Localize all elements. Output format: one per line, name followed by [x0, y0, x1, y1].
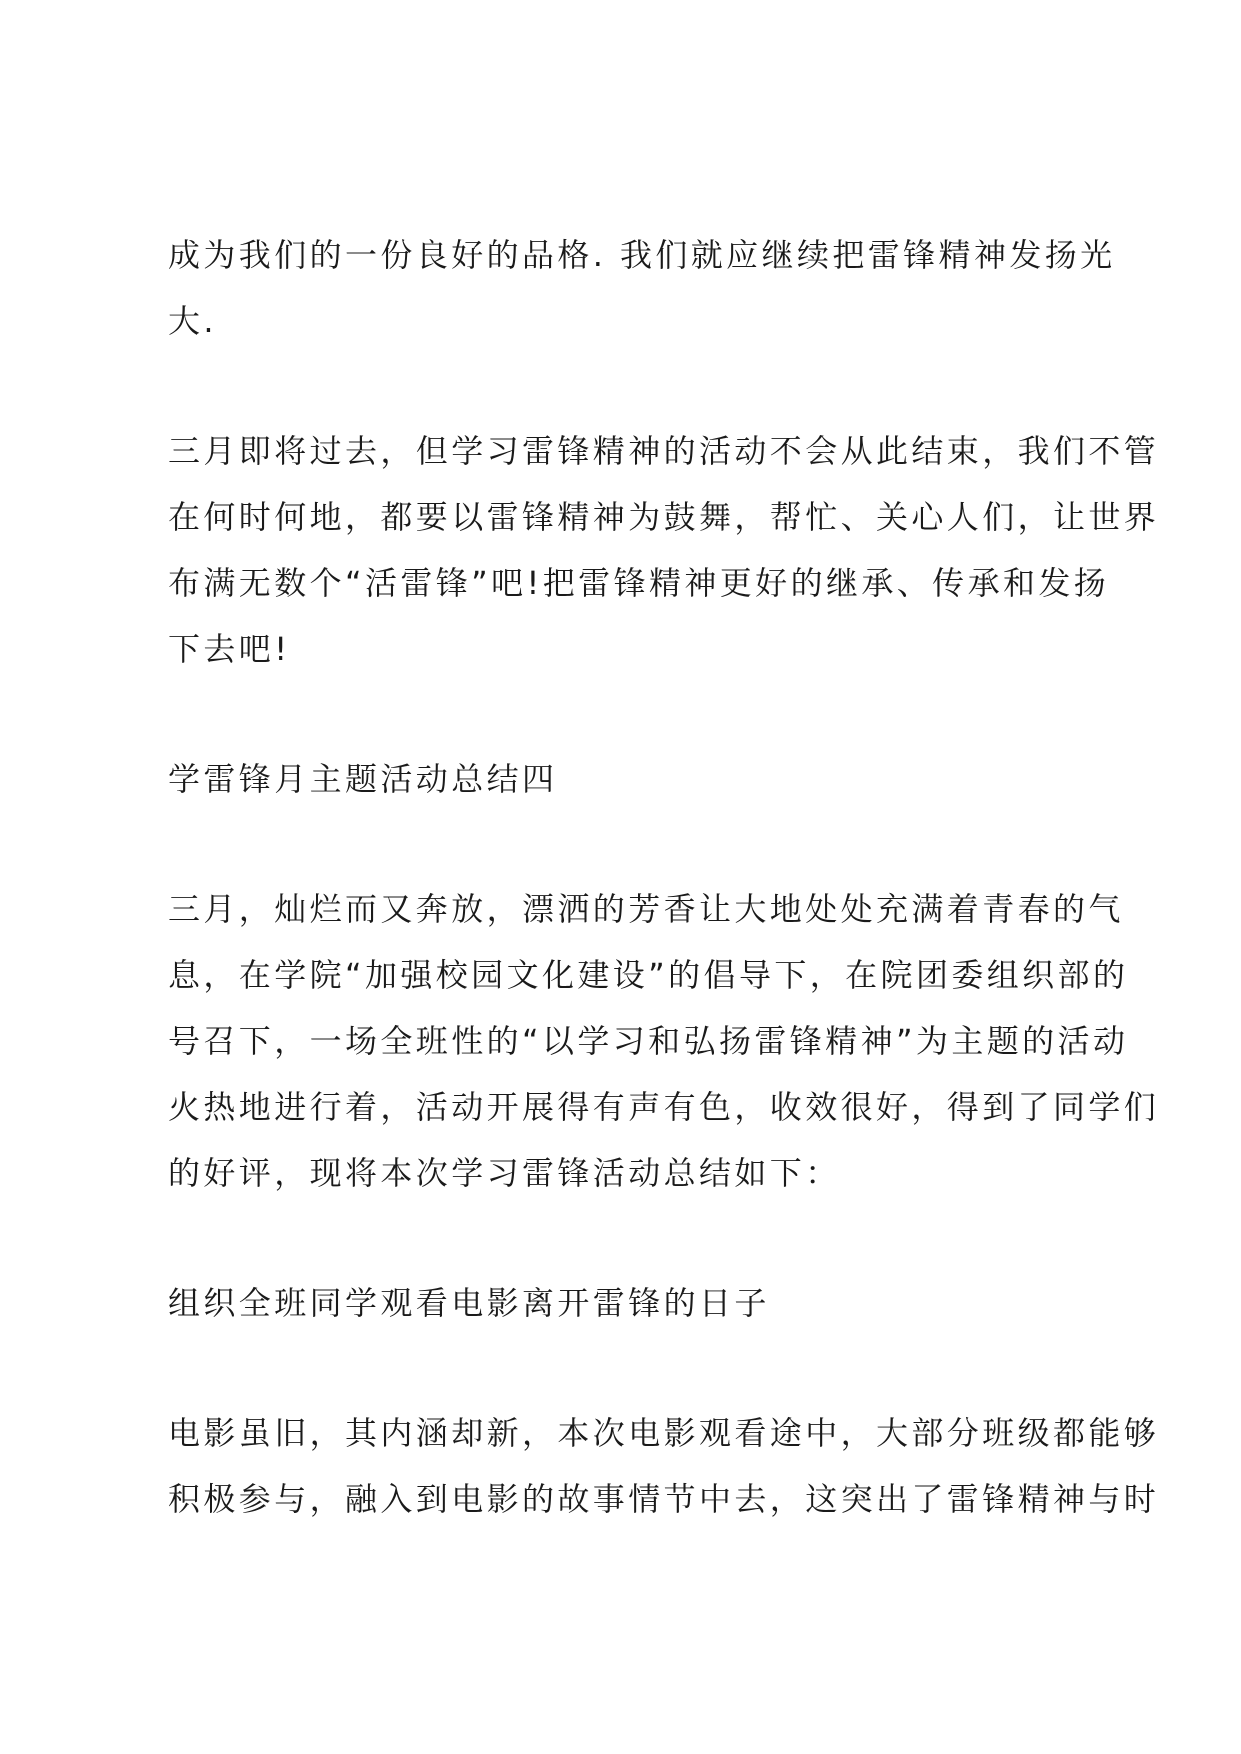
heading-text: 组织全班同学观看电影离开雷锋的日子: [168, 1284, 770, 1322]
text-line: 大.: [168, 302, 217, 340]
section-heading-1: [168, 746, 1098, 812]
text-line: 三月即将过去，但学习雷锋精神的活动不会从此结束，我们不管: [168, 432, 1160, 470]
paragraph-1: [168, 222, 1116, 354]
paragraph-4: [168, 1400, 1160, 1532]
paragraph-2: [168, 418, 1160, 682]
text-line: 火热地进行着，活动开展得有声有色，收效很好，得到了同学们: [168, 1088, 1160, 1126]
text-line: 积极参与，融入到电影的故事情节中去，这突出了雷锋精神与时: [168, 1480, 1160, 1518]
paragraph-spacer: [168, 1336, 1098, 1400]
section-heading-2: [168, 1270, 1098, 1336]
paragraph-spacer: [168, 1206, 1098, 1270]
paragraph-spacer: [168, 812, 1098, 876]
text-line: 布满无数个“活雷锋”吧!把雷锋精神更好的继承、传承和发扬: [168, 564, 1110, 602]
text-line: 息，在学院“加强校园文化建设”的倡导下，在院团委组织部的: [168, 956, 1129, 994]
text-line: 成为我们的一份良好的品格. 我们就应继续把雷锋精神发扬光: [168, 236, 1116, 274]
paragraph-spacer: [168, 354, 1098, 418]
text-line: 电影虽旧，其内涵却新，本次电影观看途中，大部分班级都能够: [168, 1414, 1160, 1452]
text-line: 三月，灿烂而又奔放，漂洒的芳香让大地处处充满着青春的气: [168, 890, 1124, 928]
text-line: 号召下，一场全班性的“以学习和弘扬雷锋精神”为主题的活动: [168, 1022, 1129, 1060]
text-line: 在何时何地，都要以雷锋精神为鼓舞，帮忙、关心人们，让世界: [168, 498, 1160, 536]
paragraph-3: [168, 876, 1160, 1206]
document-body: [168, 222, 1160, 1532]
text-line: 的好评，现将本次学习雷锋活动总结如下：: [168, 1154, 841, 1192]
text-line: 下去吧!: [168, 630, 291, 668]
paragraph-spacer: [168, 682, 1098, 746]
heading-text: 学雷锋月主题活动总结四: [168, 760, 558, 798]
